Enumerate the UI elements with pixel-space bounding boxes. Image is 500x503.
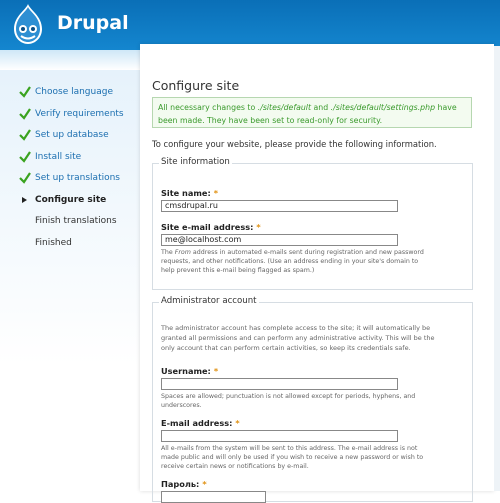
desc-text: help prevent this e-mail being flagged as spam.) — [161, 267, 315, 274]
administrator-account-fieldset — [152, 296, 473, 502]
site-information-fieldset — [152, 157, 473, 290]
required-marker: * — [256, 222, 261, 232]
site-email-label — [161, 222, 261, 232]
task-install-site — [0, 147, 140, 167]
desc-text: The — [161, 249, 175, 256]
desc-text: granted all permissions and can perform any administrative activity. This will be the — [161, 334, 435, 342]
task-label: Configure site — [35, 195, 107, 205]
desc-text: All e-mails from the system will be sent to this address. The e-mail address is not — [161, 445, 418, 452]
label-text: Site e-mail address: — [161, 222, 254, 232]
message-path: ./sites/default — [257, 103, 312, 112]
username-input[interactable] — [161, 378, 398, 390]
page-scrollbar[interactable] — [494, 46, 500, 491]
fieldset-legend: Site information — [161, 157, 230, 167]
drupal-drop-logo[interactable] — [8, 2, 48, 46]
page-title: Configure site — [152, 78, 240, 93]
site-name-label — [161, 188, 218, 198]
admin-intro — [161, 323, 476, 353]
install-tasks-sidebar — [0, 70, 140, 491]
task-verify-requirements — [0, 104, 140, 124]
task-label: Verify requirements — [35, 109, 124, 119]
desc-text: requests, and other notifications. (Use an address ending in your site's domain to — [161, 258, 419, 265]
status-message — [152, 97, 472, 128]
desc-text: only account that can perform certain activities, so keep its credentials safe. — [161, 344, 411, 352]
fieldset-legend: Administrator account — [161, 296, 257, 306]
required-marker: * — [202, 479, 207, 489]
task-set-up-database — [0, 125, 140, 145]
checkmark-icon — [18, 147, 32, 167]
desc-text: underscores. — [161, 402, 202, 409]
main-content — [140, 44, 494, 491]
required-marker: * — [213, 188, 219, 198]
task-label: Finish translations — [35, 216, 117, 226]
message-text: and — [311, 103, 331, 112]
message-path: ./sites/default/settings.php — [330, 103, 436, 112]
password-label — [161, 479, 207, 489]
desc-emphasis: From — [174, 249, 191, 256]
username-description — [161, 392, 476, 410]
admin-email-label — [161, 418, 240, 428]
checkmark-icon — [18, 104, 32, 124]
task-configure-site — [0, 190, 140, 210]
task-set-up-translations — [0, 168, 140, 188]
label-text: Username: — [161, 366, 211, 376]
task-label: Set up translations — [35, 173, 120, 183]
message-text: been made. They have been set to read-only for security. — [158, 116, 383, 125]
label-text: Site name: — [161, 188, 211, 198]
desc-text: Spaces are allowed; punctuation is not allowed except for periods, hyphens, and — [161, 393, 416, 400]
username-label — [161, 366, 218, 376]
desc-text: made public and will only be used if you wish to receive a new password or wish to — [161, 454, 424, 461]
label-text: E-mail address: — [161, 418, 233, 428]
required-marker: * — [235, 418, 240, 428]
desc-text: The administrator account has complete access to the site; it will automatically be — [161, 324, 431, 332]
site-name-input[interactable] — [161, 200, 398, 212]
desc-text: receive certain news or notifications by e-mail. — [161, 463, 309, 470]
checkmark-icon — [18, 125, 32, 145]
checkmark-icon — [18, 82, 32, 102]
current-step-arrow-icon — [18, 190, 32, 210]
intro-text: To configure your website, please provide the following information. — [152, 139, 437, 149]
task-label: Choose language — [35, 87, 113, 97]
task-label: Install site — [35, 152, 82, 162]
label-text: Пароль: — [161, 479, 200, 489]
site-email-input[interactable] — [161, 234, 398, 246]
admin-email-input[interactable] — [161, 430, 398, 442]
task-choose-language — [0, 82, 140, 102]
task-finished — [0, 233, 140, 253]
site-header — [0, 0, 500, 50]
message-text: have — [435, 103, 457, 112]
task-label: Set up database — [35, 130, 109, 140]
checkmark-icon — [18, 168, 32, 188]
password-input[interactable] — [161, 491, 266, 503]
admin-email-description — [161, 444, 476, 471]
task-label: Finished — [35, 238, 72, 248]
site-name[interactable]: Drupal — [57, 12, 129, 34]
desc-text: address in automated e-mails sent during registration and new password — [190, 249, 424, 256]
site-email-description — [161, 248, 471, 275]
message-text: All necessary changes to — [158, 103, 258, 112]
required-marker: * — [213, 366, 219, 376]
task-finish-translations — [0, 211, 140, 231]
